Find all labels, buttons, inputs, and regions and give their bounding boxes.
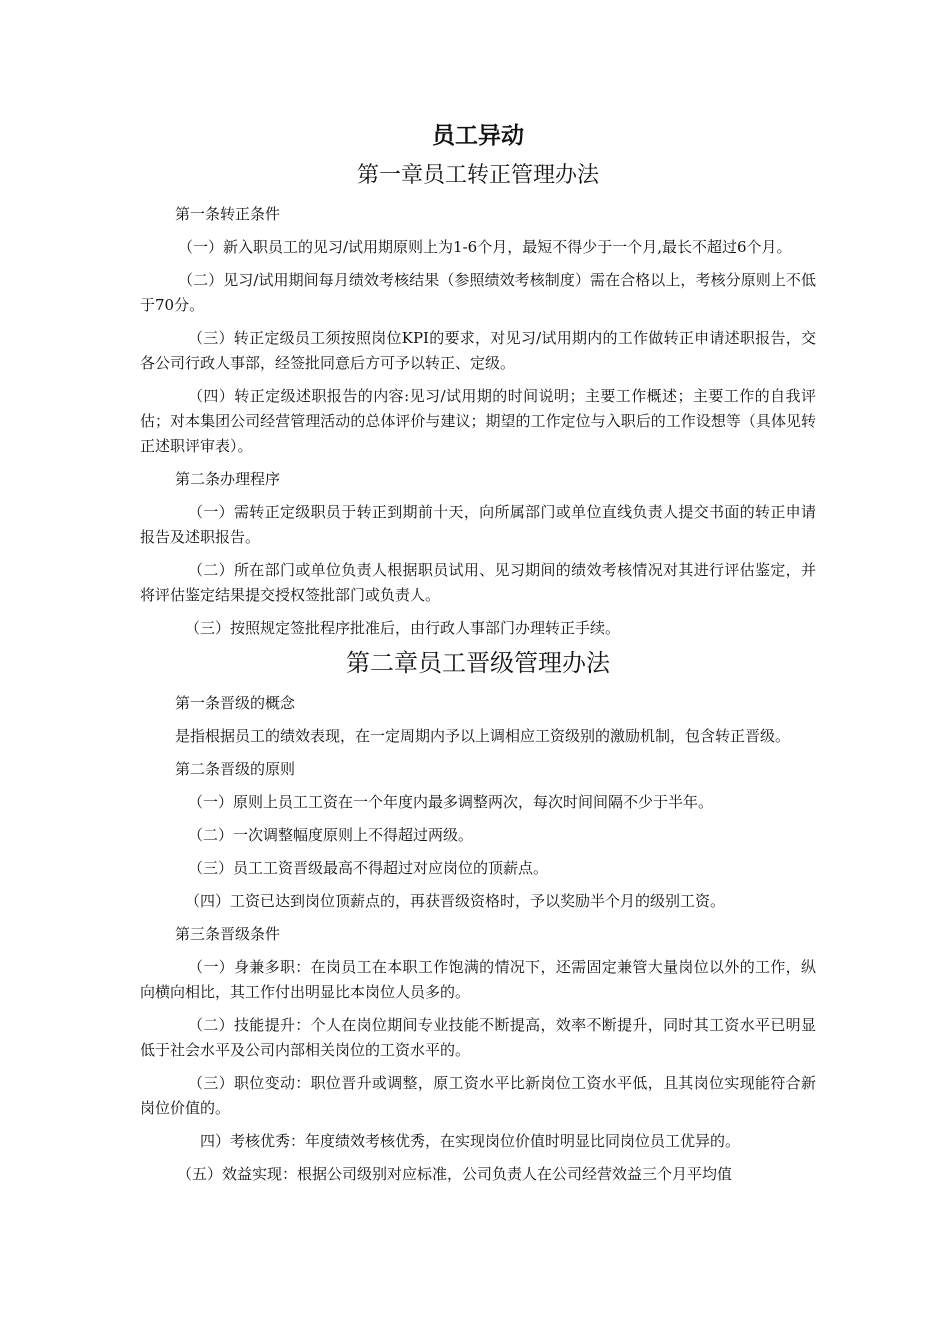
clause-paragraph: （五）效益实现：根据公司级别对应标准，公司负责人在公司经营效益三个月平均值 — [177, 1165, 733, 1183]
clause-paragraph: （一）原则上员工工资在一个年度内最多调整两次，每次时间间隔不少于半年。 — [188, 793, 714, 811]
article-heading: 第一条转正条件 — [175, 205, 281, 223]
article-heading: 第一条晋级的概念 — [175, 694, 296, 712]
clause-paragraph: （一）新入职员工的见习/试用期原则上为1-6个月，最短不得少于一个月,最长不超过6个月。 — [178, 238, 792, 256]
clause-paragraph: （一）身兼多职：在岗员工在本职工作饱满的情况下，还需固定兼管大量岗位以外的工作，纵向横向相比，其工作付出明显比本岗位人员多的。 — [140, 958, 816, 1001]
clause-paragraph: （二）一次调整幅度原则上不得超过两级。 — [188, 826, 474, 844]
clause-paragraph: （三）转正定级员工须按照岗位KPI的要求，对见习/试用期内的工作做转正申请述职报告，交各公司行政人事部，经签批同意后方可予以转正、定级。 — [140, 329, 816, 372]
clause-paragraph: （三）职位变动：职位晋升或调整，原工资水平比新岗位工资水平低，且其岗位实现能符合新岗位价值的。 — [140, 1074, 816, 1117]
clause-paragraph: （二）所在部门或单位负责人根据职员试用、见习期间的绩效考核情况对其进行评估鉴定，并将评估鉴定结果提交授权签批部门或负责人。 — [140, 561, 816, 604]
clause-paragraph: （一）需转正定级职员于转正到期前十天，向所属部门或单位直线负责人提交书面的转正申请报告及述职报告。 — [140, 503, 816, 546]
article-heading: 第二条办理程序 — [175, 470, 281, 488]
clause-paragraph: （四）工资已达到岗位顶薪点的，再获晋级资格时，予以奖励半个月的级别工资。 — [185, 892, 726, 910]
chapter-1-heading: 第一章员工转正管理办法 — [356, 163, 599, 188]
clause-paragraph: （二）技能提升：个人在岗位期间专业技能不断提高，效率不断提升，同时其工资水平已明显低于社会水平及公司内部相关岗位的工资水平的。 — [140, 1016, 816, 1059]
clause-paragraph: （二）见习/试用期间每月绩效考核结果（参照绩效考核制度）需在合格以上，考核分原则上不低于70分。 — [140, 271, 816, 314]
article-heading: 第三条晋级条件 — [175, 925, 281, 943]
body-paragraph: 是指根据员工的绩效表现，在一定周期内予以上调相应工资级别的激励机制，包含转正晋级。 — [175, 727, 791, 745]
document-page — [140, 118, 816, 1195]
clause-paragraph: （四）转正定级述职报告的内容:见习/试用期的时间说明；主要工作概述；主要工作的自我评估；对本集团公司经营管理活动的总体评价与建议；期望的工作定位与入职后的工作设想等（具体见转正述职评审表）。 — [140, 387, 816, 455]
clause-paragraph: （三）员工工资晋级最高不得超过对应岗位的顶薪点。 — [188, 859, 549, 877]
article-heading: 第二条晋级的原则 — [175, 760, 296, 778]
clause-paragraph: 四）考核优秀：年度绩效考核优秀，在实现岗位价值时明显比同岗位员工优异的。 — [200, 1132, 741, 1150]
chapter-2-heading: 第二章员工晋级管理办法 — [346, 649, 610, 677]
document-title: 员工异动 — [432, 123, 524, 149]
clause-paragraph: （三）按照规定签批程序批准后，由行政人事部门办理转正手续。 — [185, 619, 621, 637]
